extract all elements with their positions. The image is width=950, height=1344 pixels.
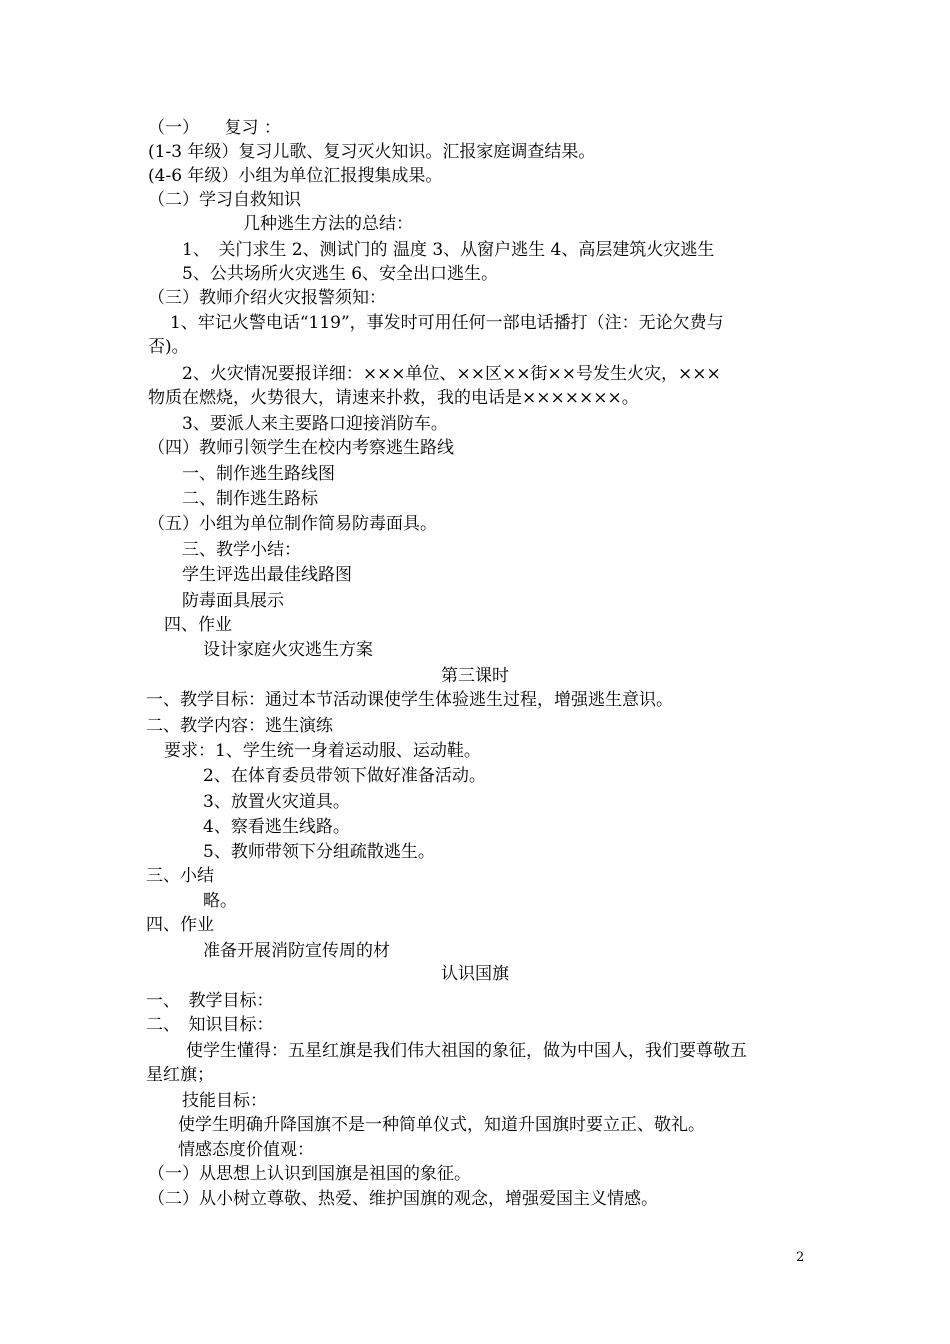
text-line: 5、教师带领下分组疏散逃生。 (203, 842, 435, 862)
text-line: 一、制作逃生路线图 (182, 464, 335, 484)
text-line: 要求：1、学生统一身着运动服、运动鞋。 (164, 741, 481, 761)
text-line: 准备开展消防宣传周的材 (203, 941, 390, 961)
know-the-flag-title: 认识国旗 (441, 964, 509, 984)
text-line: 情感态度价值观： (178, 1140, 314, 1160)
page-number: 2 (796, 1250, 805, 1265)
text-line: 使学生明确升降国旗不是一种简单仪式，知道升国旗时要立正、敬礼。 (178, 1115, 705, 1135)
fire-alarm-heading: （三）教师介绍火灾报警须知： (148, 288, 386, 308)
text-line: 学生评选出最佳线路图 (182, 565, 352, 585)
text-line: （二）从小树立尊敬、热爱、维护国旗的观念，增强爱国主义情感。 (148, 1189, 658, 1209)
text-line: 四、作业 (146, 915, 214, 935)
text-line: （一）从思想上认识到国旗是祖国的象征。 (148, 1164, 471, 1184)
text-line: (4-6 年级）小组为单位汇报搜集成果。 (148, 166, 443, 186)
summary-heading: 三、教学小结： (182, 540, 301, 560)
text-line: 否)。 (148, 337, 189, 357)
text-line: 防毒面具展示 (182, 591, 284, 611)
text-line: 1、 关门求生 2、测试门的 温度 3、从窗户逃生 4、高层建筑火灾逃生 (182, 240, 715, 260)
gas-mask-heading: （五）小组为单位制作简易防毒面具。 (148, 514, 437, 534)
text-line: 二、教学内容：逃生演练 (146, 716, 333, 736)
text-line: 1、牢记火警电话“119”，事发时可用任何一部电话播打（注：无论欠费与 (170, 313, 724, 333)
text-line: 一、 教学目标： (146, 991, 274, 1011)
lesson-three-title: 第三课时 (441, 666, 509, 686)
self-rescue-heading: （二）学习自救知识 (148, 190, 301, 210)
text-line: 二、制作逃生路标 (182, 489, 318, 509)
text-line: 一、教学目标：通过本节活动课使学生体验逃生过程，增强逃生意识。 (146, 690, 673, 710)
text-line: 物质在燃烧，火势很大，请速来扑救，我的电话是×××××××。 (148, 388, 639, 408)
text-line: 技能目标： (182, 1091, 267, 1111)
review-heading: （一） 复习 ： (148, 118, 281, 138)
text-line: (1-3 年级）复习儿歌、复习灭火知识。汇报家庭调查结果。 (148, 142, 596, 162)
text-line: 三、小结 (146, 866, 214, 886)
text-line: 设计家庭火灾逃生方案 (203, 640, 373, 660)
text-line: 3、放置火灾道具。 (203, 792, 350, 812)
text-line: 二、 知识目标： (146, 1015, 274, 1035)
text-line: 星红旗； (146, 1065, 214, 1085)
text-line: 4、察看逃生线路。 (203, 817, 350, 837)
text-line: 略。 (203, 891, 237, 911)
text-line: 2、在体育委员带领下做好准备活动。 (203, 766, 486, 786)
text-line: 2、火灾情况要报详细：×××单位、××区××街××号发生火灾，××× (182, 364, 721, 384)
escape-route-heading: （四）教师引领学生在校内考察逃生路线 (148, 438, 454, 458)
homework-heading: 四、作业 (164, 615, 232, 635)
text-line: 5、公共场所火灾逃生 6、安全出口逃生。 (182, 264, 499, 284)
text-line: 几种逃生方法的总结： (243, 214, 413, 234)
text-line: 使学生懂得：五星红旗是我们伟大祖国的象征，做为中国人，我们要尊敬五 (186, 1041, 747, 1061)
text-line: 3、要派人来主要路口迎接消防车。 (182, 414, 448, 434)
